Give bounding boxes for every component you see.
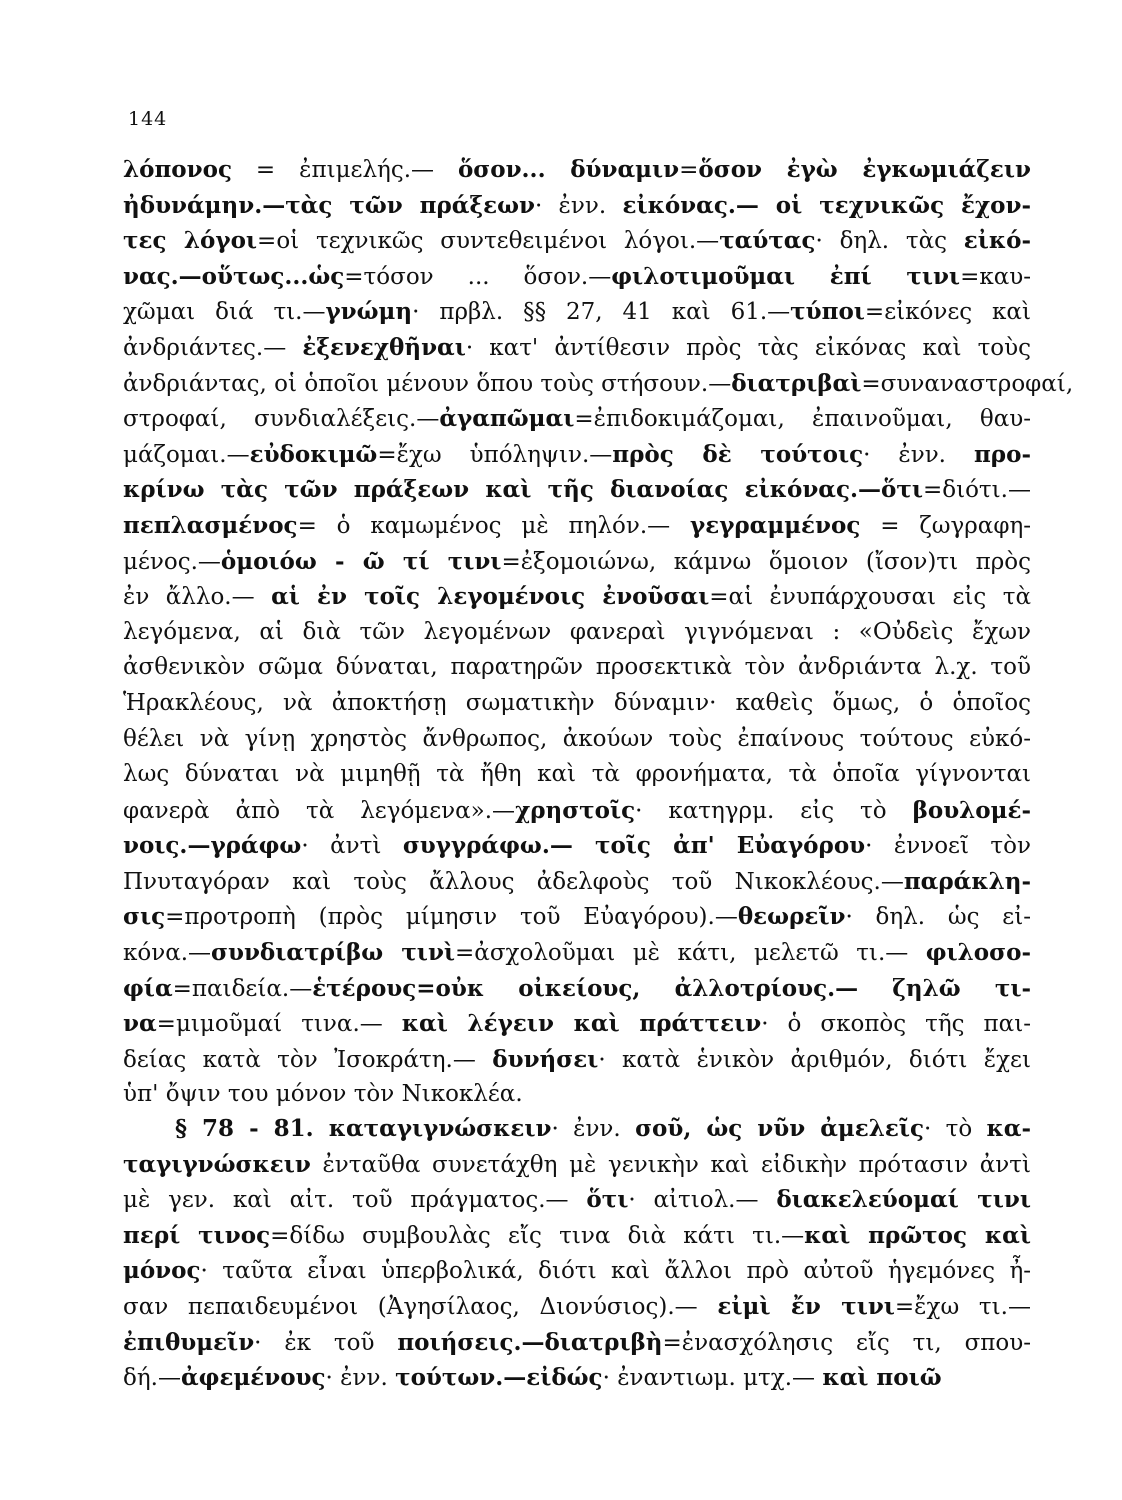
gloss-text: ἀνδριάντες.— bbox=[123, 334, 303, 361]
bold-lemma: συγγράφω.— τοῖς ἀπ' Εὐαγόρου bbox=[402, 832, 866, 860]
bold-lemma: ταύτας bbox=[719, 227, 816, 255]
text-line bbox=[123, 330, 1031, 366]
gloss-text: =διότι.— bbox=[922, 477, 1031, 504]
bold-lemma: ἠδυνάμην.—τὰς τῶν πράξεων bbox=[123, 191, 535, 219]
text-line bbox=[123, 1077, 1031, 1113]
gloss-text: ἀσθενικὸν σῶμα δύναται, παρατηρῶν προσεκτικὰ τὸν ἀνδριάντα λ.χ. τοῦ bbox=[123, 654, 1031, 681]
bold-lemma: ὅτι bbox=[586, 1186, 629, 1214]
bold-lemma: σοῦ, ὡς νῦν ἀμελεῖς bbox=[635, 1115, 924, 1142]
gloss-text: =ἀσχολοῦμαι μὲ κάτι, μελετῶ τι.— bbox=[455, 940, 926, 967]
gloss-text: · ἀντὶ bbox=[301, 833, 403, 860]
gloss-text: ἐνταῦθα συνετάχθη μὲ γενικὴν καὶ εἰδικὴν πρότασιν ἀντὶ bbox=[310, 1151, 1031, 1178]
bold-lemma: αἱ ἐν τοῖς λεγομένοις ἐνοῦσαι bbox=[271, 583, 710, 611]
gloss-text: · ἐνν. bbox=[863, 441, 974, 468]
gloss-text: θέλει νὰ γίνῃ χρηστὸς ἄνθρωπος, ἀκούων τοὺς ἐπαίνους τούτους εὐκό- bbox=[123, 725, 1031, 752]
text-line bbox=[123, 1289, 1031, 1325]
text-line bbox=[123, 864, 1031, 900]
gloss-text: =εἰκόνες καὶ bbox=[864, 299, 1031, 326]
gloss-text: · ἐνν. bbox=[551, 1116, 636, 1142]
bold-lemma: φία bbox=[123, 974, 173, 1002]
bold-lemma: βουλομέ- bbox=[912, 796, 1031, 824]
bold-lemma: να bbox=[123, 1010, 157, 1038]
text-line bbox=[123, 1147, 1031, 1183]
gloss-text: =ἐπιδοκιμάζομαι, ἐπαινοῦμαι, θαυ- bbox=[574, 406, 1031, 433]
bold-lemma: πρὸς δὲ τούτοις bbox=[612, 440, 864, 468]
gloss-text: · ἐννοεῖ τὸν bbox=[865, 833, 1031, 860]
bold-lemma: ἀφεμένους bbox=[180, 1364, 326, 1392]
gloss-text: =ἔχω τι.— bbox=[894, 1293, 1031, 1320]
bold-lemma: πεπλασμένος bbox=[123, 511, 298, 539]
text-line bbox=[123, 544, 1031, 580]
gloss-text: · κατ' ἀντίθεσιν πρὸς τὰς εἰκόνας καὶ τοὺς bbox=[465, 334, 1031, 361]
bold-lemma: ποιήσεις.—διατριβὴ bbox=[397, 1328, 663, 1356]
gloss-text: =συναναστροφαί, bbox=[861, 370, 1074, 397]
bold-lemma: γεγραμμένος bbox=[690, 511, 861, 539]
bold-lemma: τούτων.—εἰδώς bbox=[395, 1364, 603, 1392]
commentary-paragraph-2 bbox=[123, 1111, 1031, 1396]
gloss-text: μένος.— bbox=[123, 548, 221, 575]
bold-lemma: γνώμη bbox=[325, 298, 413, 326]
bold-lemma: διακελεύομαί τινι bbox=[776, 1186, 1031, 1214]
bold-lemma: φιλοσο- bbox=[925, 939, 1031, 967]
gloss-text: =ἐνασχόλησις εἴς τι, σπου- bbox=[662, 1329, 1031, 1356]
bold-lemma: εἰκόνας.— οἱ τεχνικῶς ἔχον- bbox=[622, 191, 1031, 219]
text-line bbox=[123, 935, 1031, 971]
gloss-text: = ἐπιμελής.— bbox=[231, 157, 458, 183]
page-number: 144 bbox=[128, 108, 168, 130]
bold-lemma: εἰμὶ ἔν τινι bbox=[717, 1292, 895, 1320]
bold-lemma: εὐδοκιμῶ bbox=[249, 440, 378, 468]
gloss-text: φανερὰ ἀπὸ τὰ λεγόμενα».— bbox=[123, 797, 516, 824]
bold-lemma: προ- bbox=[973, 440, 1031, 468]
gloss-text: = ὁ καμωμένος μὲ πηλόν.— bbox=[297, 512, 691, 539]
bold-lemma: κρίνω τὰς τῶν πράξεων καὶ τῆς διανοίας εἰκόνας.—ὅτι bbox=[123, 476, 923, 504]
gloss-text: ἐν ἄλλο.— bbox=[123, 584, 272, 611]
gloss-text: κόνα.— bbox=[123, 940, 212, 967]
gloss-text: =αἱ ἐνυπάρχουσαι εἰς τὰ bbox=[709, 584, 1031, 611]
bold-lemma: τύποι bbox=[790, 298, 865, 326]
bold-lemma: ἀγαπῶμαι bbox=[439, 405, 575, 433]
bold-lemma: λόπονος bbox=[123, 156, 232, 183]
text-line bbox=[123, 1111, 1031, 1147]
bold-lemma: περί τινος bbox=[123, 1221, 271, 1249]
bold-lemma: χρηστοῖς bbox=[515, 796, 636, 824]
bold-lemma: τες λόγοι bbox=[123, 227, 258, 255]
text-line bbox=[123, 259, 1031, 295]
text-line bbox=[123, 1218, 1031, 1254]
text-line bbox=[123, 793, 1031, 829]
bold-lemma: νοις.—γράφω bbox=[123, 832, 302, 860]
text-line bbox=[123, 757, 1031, 793]
gloss-text: · αἰτιολ.— bbox=[628, 1187, 777, 1214]
gloss-text: μὲ γεν. καὶ αἰτ. τοῦ πράγματος.— bbox=[123, 1187, 587, 1214]
gloss-text: δείας κατὰ τὸν Ἰσοκράτη.— bbox=[123, 1046, 493, 1073]
text-line bbox=[123, 1325, 1031, 1361]
bold-lemma: ταγιγνώσκειν bbox=[123, 1150, 311, 1178]
bold-lemma: καὶ πρῶτος καὶ bbox=[804, 1221, 1031, 1249]
text-line bbox=[123, 1006, 1031, 1042]
gloss-text: λως δύναται νὰ μιμηθῇ τὰ ἤθη καὶ τὰ φρονήματα, τὰ ὁποῖα γίγνονται bbox=[123, 761, 1031, 788]
commentary-paragraph-1 bbox=[123, 152, 1074, 1113]
gloss-text: · κατὰ ἑνικὸν ἀριθμόν, διότι ἔχει bbox=[598, 1046, 1031, 1073]
bold-lemma: σις bbox=[123, 903, 166, 931]
text-line bbox=[123, 437, 1031, 473]
text-line bbox=[123, 615, 1031, 651]
bold-lemma: φιλοτιμοῦμαι ἐπί τινι bbox=[611, 262, 961, 290]
bold-lemma: ἐξενεχθῆναι bbox=[302, 333, 466, 361]
gloss-text: =ἔχω ὑπόληψιν.— bbox=[377, 441, 613, 468]
gloss-text: · δηλ. τὰς bbox=[815, 228, 964, 255]
text-line bbox=[123, 366, 1074, 402]
gloss-text: ὑπ' ὄψιν του μόνον τὸν Νικοκλέα. bbox=[123, 1081, 523, 1108]
bold-lemma: ὁμοιόω - ῶ τί τινι bbox=[220, 547, 502, 575]
gloss-text: · ἐνν. bbox=[325, 1365, 396, 1392]
gloss-text: = ζωγραφη- bbox=[860, 512, 1031, 539]
bold-lemma: § 78 - 81. καταγιγνώσκειν bbox=[175, 1115, 552, 1142]
gloss-text: χῶμαι διά τι.— bbox=[123, 299, 326, 326]
bold-lemma: ἐπιθυμεῖν bbox=[123, 1328, 255, 1356]
gloss-text: Ἡρακλέους, νὰ ἀποκτήσῃ σωματικὴν δύναμιν· καθεὶς ὅμως, ὁ ὁποῖος bbox=[123, 689, 1031, 716]
bold-lemma: μόνος bbox=[123, 1257, 201, 1285]
gloss-text: =οἱ τεχνικῶς συντεθειμένοι λόγοι.— bbox=[257, 228, 720, 255]
gloss-text: Πνυταγόραν καὶ τοὺς ἄλλους ἀδελφοὺς τοῦ Νικοκλέους.— bbox=[123, 868, 904, 895]
gloss-text: · ταῦτα εἶναι ὑπερβολικά, διότι καὶ ἄλλοι πρὸ αὐτοῦ ἡγεμόνες ἦ- bbox=[200, 1258, 1031, 1285]
text-line bbox=[123, 294, 1031, 330]
gloss-text: λεγόμενα, αἱ διὰ τῶν λεγομένων φανεραὶ γιγνόμεναι : «Οὐδεὶς ἔχων bbox=[123, 618, 1031, 645]
bold-lemma: κα- bbox=[986, 1115, 1032, 1142]
bold-lemma: θεωρεῖν bbox=[737, 903, 846, 931]
gloss-text: =παιδεία.— bbox=[172, 975, 313, 1002]
bold-lemma: καὶ λέγειν καὶ πράττειν bbox=[401, 1010, 762, 1038]
text-line bbox=[123, 1253, 1031, 1289]
gloss-text: =δίδω συμβουλὰς εἴς τινα διὰ κάτι τι.— bbox=[270, 1222, 805, 1249]
gloss-text: · τὸ bbox=[923, 1116, 987, 1142]
text-line bbox=[123, 188, 1031, 224]
gloss-text: · δηλ. ὡς εἰ- bbox=[845, 904, 1031, 931]
text-line bbox=[123, 152, 1031, 188]
text-line bbox=[123, 1360, 1031, 1396]
gloss-text: =ἐξομοιώνω, κάμνω ὅμοιον (ἴσον)τι πρὸς bbox=[501, 548, 1031, 575]
gloss-text: · ἐνν. bbox=[534, 192, 623, 219]
gloss-text: δή.— bbox=[123, 1365, 181, 1392]
text-line bbox=[123, 1042, 1031, 1078]
gloss-text: =καυ- bbox=[960, 263, 1031, 290]
text-line bbox=[123, 686, 1031, 722]
gloss-text: στροφαί, συνδιαλέξεις.— bbox=[123, 406, 440, 433]
bold-lemma: παράκλη- bbox=[903, 867, 1031, 895]
text-line bbox=[123, 722, 1031, 758]
gloss-text: · ἐναντιωμ. μτχ.— bbox=[602, 1365, 823, 1392]
gloss-text: σαν πεπαιδευμένοι (Ἀγησίλαος, Διονύσιος).— bbox=[123, 1293, 718, 1320]
bold-lemma: νας.—οὕτως...ὡς bbox=[123, 262, 345, 290]
gloss-text: = bbox=[679, 157, 699, 183]
text-line bbox=[123, 1182, 1031, 1218]
gloss-text: · ὁ σκοπὸς τῆς παι- bbox=[761, 1011, 1031, 1038]
gloss-text: =μιμοῦμαί τινα.— bbox=[156, 1011, 402, 1038]
gloss-text: ἀνδριάντας, οἱ ὁποῖοι μένουν ὅπου τοὺς στήσουν.— bbox=[123, 370, 732, 397]
gloss-text: · κατηγρμ. εἰς τὸ bbox=[635, 797, 913, 824]
text-line bbox=[123, 472, 1031, 508]
text-line bbox=[123, 650, 1031, 686]
text-line bbox=[123, 223, 1031, 259]
bold-lemma: διατριβαὶ bbox=[731, 369, 862, 397]
text-line bbox=[123, 401, 1031, 437]
gloss-text: =προτροπὴ (πρὸς μίμησιν τοῦ Εὐαγόρου).— bbox=[165, 904, 738, 931]
gloss-text: μάζομαι.— bbox=[123, 441, 250, 468]
bold-lemma: συνδιατρίβω τινὶ bbox=[211, 939, 456, 967]
gloss-text: · ἐκ τοῦ bbox=[254, 1329, 398, 1356]
bold-lemma: ὅσον... δύναμιν bbox=[457, 156, 680, 183]
text-line bbox=[123, 899, 1031, 935]
text-line bbox=[123, 579, 1031, 615]
text-line bbox=[123, 828, 1031, 864]
bold-lemma: ὅσον ἐγὼ ἐγκωμιάζειν bbox=[698, 156, 1031, 183]
bold-lemma: ἑτέρους=οὐκ οἰκείους, ἀλλοτρίους.— ζηλῶ τι- bbox=[312, 974, 1031, 1002]
bold-lemma: δυνήσει bbox=[492, 1045, 599, 1073]
text-line bbox=[123, 508, 1031, 544]
bold-lemma: εἰκό- bbox=[963, 227, 1031, 255]
gloss-text: =τόσον ... ὅσον.— bbox=[344, 263, 612, 290]
bold-lemma: καὶ ποιῶ bbox=[822, 1364, 942, 1392]
gloss-text: · πρβλ. §§ 27, 41 καὶ 61.— bbox=[412, 299, 791, 326]
text-line bbox=[123, 971, 1031, 1007]
